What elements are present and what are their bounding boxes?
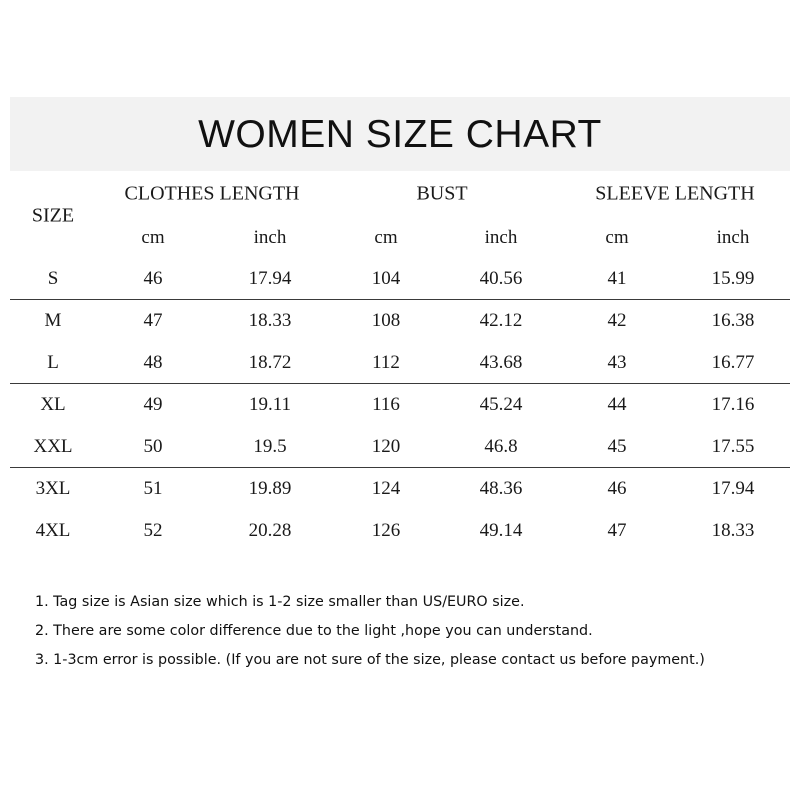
unit-header: cm <box>605 227 629 248</box>
table-cell: 18.33 <box>248 310 292 331</box>
table-cell: 120 <box>371 436 401 457</box>
unit-header: cm <box>141 227 165 248</box>
table-cell: 44 <box>607 394 627 415</box>
table-cell: 116 <box>372 394 400 415</box>
row-divider <box>10 467 790 468</box>
unit-header: inch <box>253 227 287 248</box>
table-cell: 47 <box>143 310 163 331</box>
notes-list <box>35 591 705 678</box>
table-cell: 52 <box>143 520 163 541</box>
table-cell: 18.33 <box>711 520 755 541</box>
table-cell: 51 <box>143 478 163 499</box>
size-label: L <box>47 352 59 373</box>
unit-header: inch <box>716 227 750 248</box>
note-item: 3. 1-3cm error is possible. (If you are not sure of the size, please contact us before payment.) <box>35 652 705 668</box>
row-divider <box>10 299 790 300</box>
row-divider <box>10 383 790 384</box>
table-cell: 16.77 <box>711 352 755 373</box>
table-cell: 42.12 <box>479 310 523 331</box>
size-label: XL <box>40 394 66 415</box>
table-cell: 45 <box>607 436 627 457</box>
table-cell: 19.5 <box>253 436 287 457</box>
table-cell: 17.94 <box>711 478 755 499</box>
table-cell: 42 <box>607 310 627 331</box>
table-cell: 48.36 <box>479 478 523 499</box>
title-band <box>10 97 790 171</box>
table-cell: 124 <box>371 478 401 499</box>
table-cell: 15.99 <box>711 268 755 289</box>
table-cell: 19.89 <box>248 478 292 499</box>
table-cell: 17.55 <box>711 436 755 457</box>
table-cell: 46 <box>143 268 163 289</box>
table-cell: 104 <box>371 268 401 289</box>
unit-header: inch <box>484 227 518 248</box>
size-label: S <box>47 268 59 289</box>
table-cell: 112 <box>372 352 400 373</box>
table-cell: 46 <box>607 478 627 499</box>
group-header: SLEEVE LENGTH <box>595 182 755 205</box>
unit-header: cm <box>374 227 398 248</box>
size-column-header: SIZE <box>31 204 75 227</box>
table-cell: 46.8 <box>484 436 518 457</box>
table-cell: 40.56 <box>479 268 523 289</box>
note-item: 1. Tag size is Asian size which is 1-2 size smaller than US/EURO size. <box>35 594 525 610</box>
table-cell: 126 <box>371 520 401 541</box>
table-cell: 18.72 <box>248 352 292 373</box>
table-cell: 20.28 <box>248 520 292 541</box>
table-cell: 17.94 <box>248 268 292 289</box>
size-label: M <box>44 310 62 331</box>
table-cell: 47 <box>607 520 627 541</box>
table-cell: 43.68 <box>479 352 523 373</box>
size-label: XXL <box>33 436 73 457</box>
table-cell: 49 <box>143 394 163 415</box>
group-header: CLOTHES LENGTH <box>124 182 300 205</box>
table-cell: 16.38 <box>711 310 755 331</box>
table-cell: 41 <box>607 268 627 289</box>
table-cell: 19.11 <box>248 394 292 415</box>
page-title: WOMEN SIZE CHART <box>198 113 602 156</box>
size-label: 4XL <box>35 520 71 541</box>
table-cell: 48 <box>143 352 163 373</box>
table-cell: 43 <box>607 352 627 373</box>
table-cell: 45.24 <box>479 394 523 415</box>
group-header: BUST <box>416 182 468 205</box>
table-cell: 50 <box>143 436 163 457</box>
table-cell: 49.14 <box>479 520 523 541</box>
table-cell: 108 <box>371 310 401 331</box>
note-item: 2. There are some color difference due to the light ,hope you can understand. <box>35 623 593 639</box>
size-label: 3XL <box>35 478 71 499</box>
table-cell: 17.16 <box>711 394 755 415</box>
